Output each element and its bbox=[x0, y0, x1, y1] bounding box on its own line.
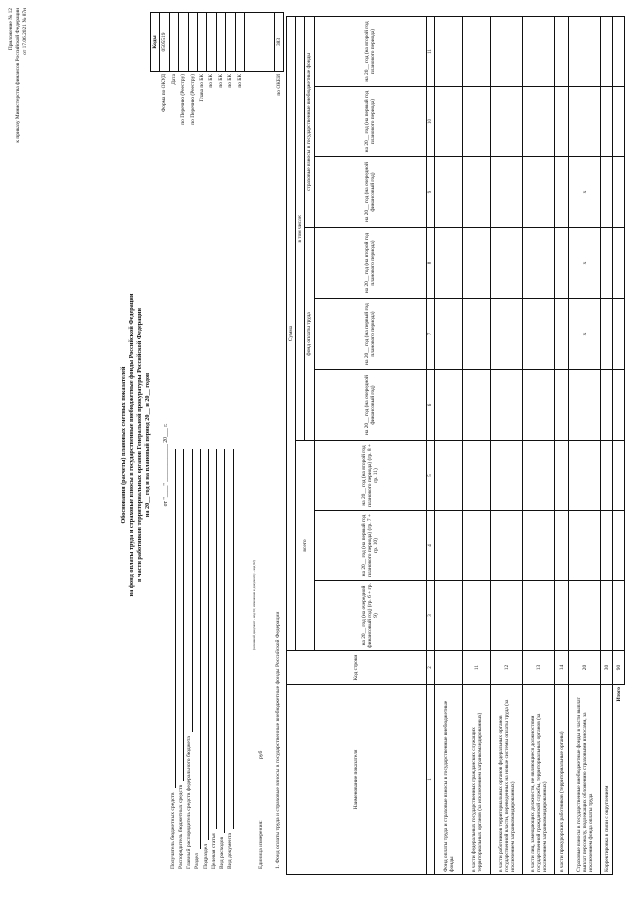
total-cell[interactable] bbox=[613, 228, 625, 299]
field-row bbox=[184, 449, 192, 869]
form-fields bbox=[168, 449, 234, 869]
column-number: 9 bbox=[426, 157, 435, 228]
field-line[interactable] bbox=[186, 449, 193, 732]
value-cell[interactable] bbox=[601, 441, 613, 511]
title-line-4: на 20__ год и на плановый период 20__ и 20__ годов bbox=[144, 372, 152, 518]
col-total-1: на 20__ год (на очередной финансовый год) (гр. 6 + гр. 9) bbox=[314, 581, 426, 651]
value-cell[interactable] bbox=[569, 441, 601, 511]
value-cell[interactable] bbox=[569, 87, 601, 157]
column-number: 4 bbox=[426, 511, 435, 581]
value-cell[interactable]: x bbox=[569, 157, 601, 228]
field-line[interactable] bbox=[210, 449, 217, 829]
table-row bbox=[463, 16, 491, 874]
section-title: 1. Фонд оплаты труда и страховые взносы в государственные внебюджетные фонды Российской Федерации bbox=[275, 611, 281, 869]
appendix-number: Приложение № 12 bbox=[8, 8, 14, 51]
column-numbers-row bbox=[426, 16, 435, 874]
okei-label: по ОКЕИ bbox=[276, 74, 282, 96]
code-value bbox=[169, 13, 178, 72]
header-insurance: страховые взносы в государственные внебюджетные фонды bbox=[305, 16, 314, 227]
total-cell[interactable] bbox=[613, 370, 625, 441]
value-cell[interactable] bbox=[569, 581, 601, 651]
column-number: 2 bbox=[426, 651, 435, 685]
line-code: 20 bbox=[569, 651, 601, 685]
field-line[interactable] bbox=[194, 449, 201, 849]
field-row bbox=[209, 449, 217, 869]
code-label: Глава по БК bbox=[199, 74, 206, 102]
field-row bbox=[168, 449, 176, 869]
line-code: 11 bbox=[463, 651, 491, 685]
code-label: по БК bbox=[227, 74, 234, 88]
code-value: 0505519 bbox=[160, 13, 169, 72]
indicator-name: в части федеральных государственных гражданских служащих территориальных органов (за исключением загранкомандированных) bbox=[463, 685, 491, 875]
value-cell[interactable] bbox=[523, 299, 555, 370]
total-cell[interactable] bbox=[613, 157, 625, 228]
field-line[interactable] bbox=[218, 449, 225, 833]
total-cell[interactable] bbox=[613, 581, 625, 651]
total-cell[interactable] bbox=[613, 16, 625, 86]
value-cell[interactable] bbox=[569, 16, 601, 86]
header-indicator: Наименование показателя bbox=[287, 685, 427, 875]
value-cell[interactable] bbox=[491, 511, 523, 581]
value-cell[interactable] bbox=[435, 299, 463, 370]
date-line: от "____" _____________ 20___ г. bbox=[163, 423, 169, 507]
field-label: Вид расходов bbox=[218, 836, 225, 869]
unit-label: Единица измерения: bbox=[258, 820, 264, 869]
code-label: Форма по ОКУД bbox=[161, 74, 168, 112]
indicator-name: в части прокурорских работников (территориальные органы) bbox=[555, 685, 569, 875]
code-label: по БК bbox=[208, 74, 215, 88]
field-line[interactable] bbox=[177, 449, 184, 781]
code-value bbox=[235, 13, 244, 72]
field-row bbox=[217, 449, 225, 869]
table-row bbox=[569, 16, 601, 874]
value-cell[interactable] bbox=[601, 16, 613, 86]
value-cell[interactable] bbox=[523, 370, 555, 441]
value-cell[interactable] bbox=[555, 511, 569, 581]
value-cell[interactable] bbox=[463, 511, 491, 581]
field-label: Распорядитель бюджетных средств bbox=[177, 784, 184, 869]
value-cell[interactable] bbox=[463, 370, 491, 441]
code-label: по БК bbox=[217, 74, 224, 88]
column-number: 8 bbox=[426, 228, 435, 299]
appendix-date: от 17.06.2021 № 87н bbox=[22, 8, 29, 55]
code-label: по Перечню (Реестру) bbox=[180, 74, 187, 125]
title-line-1: Обоснования (расчеты) плановых сметных показателей bbox=[120, 366, 127, 524]
value-cell[interactable] bbox=[523, 441, 555, 511]
value-cell[interactable] bbox=[491, 16, 523, 86]
header-row bbox=[287, 16, 296, 874]
title-line-3: в части работников территориальных органов Генеральной прокуратуры Российской Федерации bbox=[136, 308, 144, 582]
code-value bbox=[179, 13, 188, 72]
value-cell[interactable] bbox=[491, 157, 523, 228]
value-cell[interactable] bbox=[601, 511, 613, 581]
value-cell[interactable] bbox=[491, 581, 523, 651]
line-code: 30 bbox=[601, 651, 613, 685]
code-value bbox=[216, 13, 225, 72]
unit-of-measure bbox=[258, 751, 264, 869]
table-row bbox=[435, 16, 463, 874]
appendix-order: к приказу Министерства финансов Российской Федерации bbox=[15, 8, 22, 143]
document-type-note: (основной документ - код 01; изменение к документу - код 02) bbox=[252, 560, 256, 650]
line-code: 14 bbox=[555, 651, 569, 685]
column-number: 5 bbox=[426, 441, 435, 511]
value-cell[interactable] bbox=[601, 299, 613, 370]
value-cell[interactable] bbox=[435, 370, 463, 441]
indicator-name: Страховые взносы в государственные внебюджетные фонды в части выплат выплат персоналу, подлежащих обложению страховыми взносами, за исключением фонда оплаты труда bbox=[569, 685, 601, 875]
value-cell[interactable] bbox=[601, 157, 613, 228]
value-cell[interactable] bbox=[463, 228, 491, 299]
column-number: 11 bbox=[426, 16, 435, 86]
value-cell[interactable] bbox=[491, 299, 523, 370]
line-code: 12 bbox=[491, 651, 523, 685]
codes-table bbox=[150, 12, 284, 152]
column-number: 3 bbox=[426, 581, 435, 651]
value-cell[interactable] bbox=[601, 370, 613, 441]
value-cell[interactable] bbox=[523, 157, 555, 228]
value-cell[interactable] bbox=[569, 511, 601, 581]
field-row bbox=[225, 449, 233, 869]
value-cell[interactable] bbox=[555, 16, 569, 86]
code-value bbox=[207, 13, 216, 72]
col-payroll-1: на 20__ год (на очередной финансовый год) bbox=[314, 370, 426, 441]
total-label: Итого bbox=[616, 687, 622, 702]
column-number: 1 bbox=[426, 685, 435, 875]
indicators-table bbox=[286, 16, 625, 875]
table-row bbox=[491, 16, 523, 874]
code-label: Дата bbox=[170, 74, 177, 85]
value-cell[interactable] bbox=[463, 581, 491, 651]
value-cell[interactable] bbox=[435, 16, 463, 86]
field-row bbox=[193, 449, 201, 869]
value-cell[interactable] bbox=[555, 299, 569, 370]
code-value bbox=[188, 13, 197, 72]
col-insurance-2: на 20__ год (на первый год планового периода) bbox=[314, 87, 426, 157]
column-number: 7 bbox=[426, 299, 435, 370]
field-row bbox=[201, 449, 209, 869]
total-cell[interactable] bbox=[613, 87, 625, 157]
value-cell[interactable]: x bbox=[569, 299, 601, 370]
header-total: всего bbox=[296, 441, 314, 651]
col-total-2: на 20__ год (на первый год планового периода) (гр. 7 + гр. 10) bbox=[314, 511, 426, 581]
code-label: по БК bbox=[236, 74, 243, 88]
value-cell[interactable] bbox=[523, 228, 555, 299]
indicator-name: Фонд оплаты труда и страховые взносы в государственные внебюджетные фонды bbox=[435, 685, 463, 875]
value-cell[interactable] bbox=[523, 87, 555, 157]
value-cell[interactable] bbox=[555, 157, 569, 228]
appendix-header bbox=[8, 8, 30, 308]
value-cell[interactable] bbox=[555, 581, 569, 651]
field-line[interactable] bbox=[227, 449, 234, 829]
col-total-3: на 20__ год (на второй год планового периода) (гр. 8 + гр. 11) bbox=[314, 441, 426, 511]
indicator-name: Корректировка в связи с округлением bbox=[601, 685, 613, 875]
value-cell[interactable] bbox=[491, 228, 523, 299]
col-insurance-1: на 20__ год (на очередной финансовый год) bbox=[314, 157, 426, 228]
value-cell[interactable] bbox=[463, 87, 491, 157]
field-label: Получатель бюджетных средств bbox=[169, 792, 176, 869]
value-cell[interactable] bbox=[555, 370, 569, 441]
total-cell[interactable] bbox=[613, 441, 625, 511]
value-cell[interactable] bbox=[491, 441, 523, 511]
value-cell[interactable] bbox=[435, 228, 463, 299]
value-cell[interactable] bbox=[463, 157, 491, 228]
value-cell[interactable] bbox=[601, 581, 613, 651]
header-payroll: фонд оплаты труда bbox=[305, 228, 314, 441]
value-cell[interactable] bbox=[463, 16, 491, 86]
col-insurance-3: на 20__ год (на второй год планового периода) bbox=[314, 16, 426, 86]
field-label: Подраздел bbox=[202, 843, 209, 869]
field-line[interactable] bbox=[169, 449, 176, 788]
okei-value: 383 bbox=[274, 13, 283, 72]
value-cell[interactable] bbox=[435, 87, 463, 157]
value-cell[interactable] bbox=[435, 441, 463, 511]
value-cell[interactable] bbox=[523, 511, 555, 581]
field-label: Раздел bbox=[194, 853, 201, 869]
code-value bbox=[197, 13, 206, 72]
field-label: Главный распорядитель средств федерального бюджета bbox=[186, 736, 193, 869]
column-number: 10 bbox=[426, 87, 435, 157]
col-payroll-2: на 20__ год (на первый год планового периода) bbox=[314, 299, 426, 370]
line-code: 13 bbox=[523, 651, 555, 685]
value-cell[interactable] bbox=[463, 299, 491, 370]
code-label: по Перечню (Реестру) bbox=[189, 74, 196, 125]
value-cell[interactable] bbox=[555, 441, 569, 511]
total-row bbox=[613, 16, 625, 874]
value-cell[interactable] bbox=[523, 16, 555, 86]
column-number: 6 bbox=[426, 370, 435, 441]
value-cell[interactable] bbox=[491, 370, 523, 441]
codes-header: Коды bbox=[151, 13, 160, 72]
field-line[interactable] bbox=[202, 449, 209, 840]
table-row bbox=[523, 16, 555, 874]
unit-value: руб bbox=[258, 750, 264, 759]
value-cell[interactable] bbox=[523, 581, 555, 651]
total-cell[interactable] bbox=[613, 511, 625, 581]
header-line-code: Код строки bbox=[287, 651, 427, 685]
header-sum: Сумма bbox=[287, 16, 296, 650]
value-cell[interactable] bbox=[555, 228, 569, 299]
value-cell[interactable] bbox=[601, 228, 613, 299]
value-cell[interactable] bbox=[569, 370, 601, 441]
value-cell[interactable] bbox=[601, 87, 613, 157]
total-cell[interactable] bbox=[613, 299, 625, 370]
field-label: Вид документа bbox=[227, 833, 234, 869]
document-title bbox=[120, 165, 153, 725]
line-code bbox=[435, 651, 463, 685]
indicator-name: в части лиц, замещающих должности, не являющиеся должностями государственной гражданской службы, территориальных органов (за исключением загранкомандированных) bbox=[523, 685, 555, 875]
table-row bbox=[601, 16, 613, 874]
value-cell[interactable] bbox=[555, 87, 569, 157]
col-payroll-3: на 20__ год (на второй год планового периода) bbox=[314, 228, 426, 299]
value-cell[interactable] bbox=[463, 441, 491, 511]
table-row bbox=[555, 16, 569, 874]
total-line-code: 90 bbox=[613, 651, 625, 685]
value-cell[interactable] bbox=[491, 87, 523, 157]
indicator-name: в части работников территориальных органов федеральных органов государственной власти, переведенных на новые системы оплаты труда (за исключением загранкомандированных) bbox=[491, 685, 523, 875]
value-cell[interactable]: x bbox=[569, 228, 601, 299]
value-cell[interactable] bbox=[435, 511, 463, 581]
value-cell[interactable] bbox=[435, 157, 463, 228]
title-line-2: на фонд оплаты труда и страховые взносы в государственные внебюджетные фонды Российской Федерации bbox=[128, 293, 136, 597]
code-value bbox=[226, 13, 235, 72]
field-label: Целевая статья bbox=[210, 833, 217, 869]
header-including: в том числе: bbox=[296, 16, 305, 440]
value-cell[interactable] bbox=[435, 581, 463, 651]
field-row bbox=[176, 449, 184, 869]
